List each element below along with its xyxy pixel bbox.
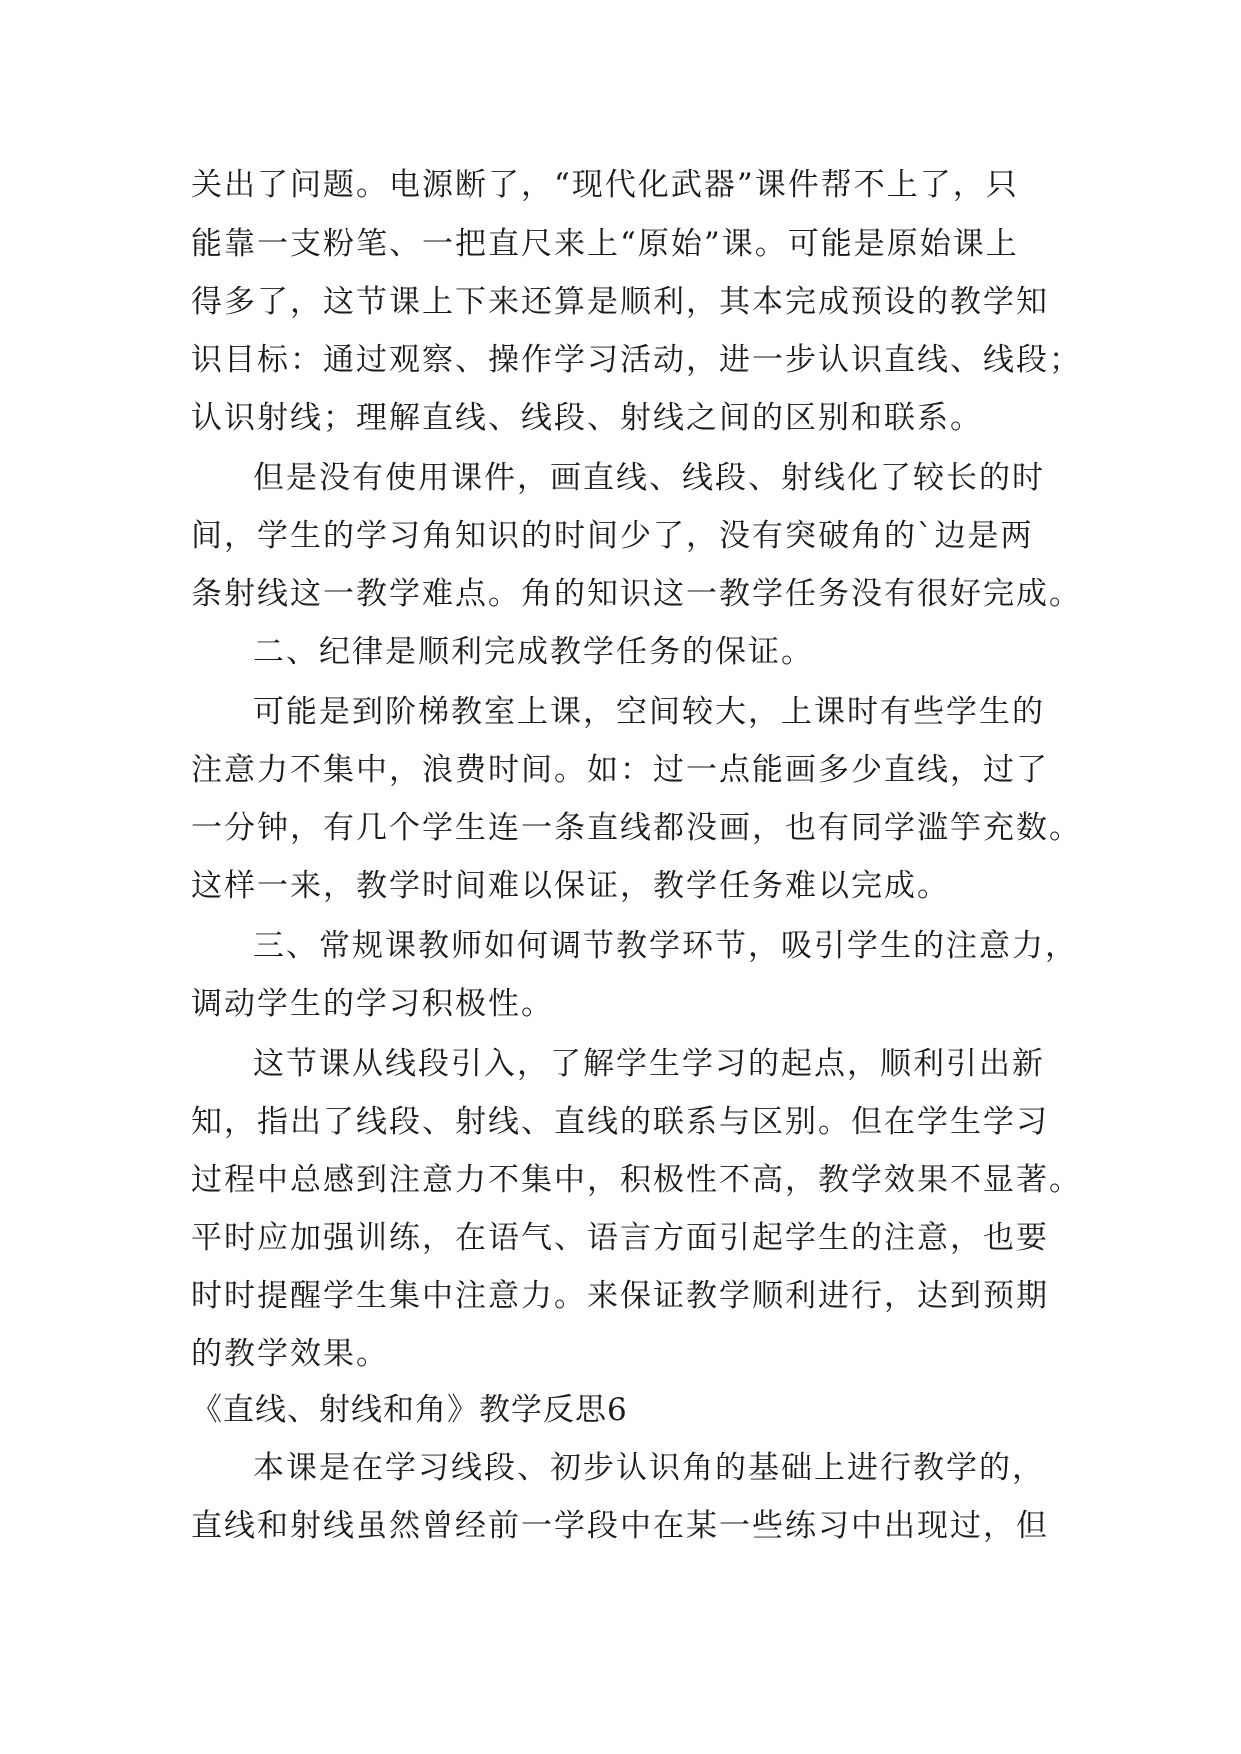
- text-line: 注意力不集中，浪费时间。如：过一点能画多少直线，过了: [191, 752, 1049, 788]
- text-line: 这节课从线段引入，了解学生学习的起点，顺利引出新: [253, 1046, 1045, 1082]
- text-line: 一分钟，有几个学生连一条直线都没画，也有同学滥竽充数。: [191, 810, 1082, 846]
- text-line: 认识射线；理解直线、线段、射线之间的区别和联系。: [191, 400, 983, 436]
- text-line: 识目标：通过观察、操作学习活动，进一步认识直线、线段；: [191, 342, 1082, 378]
- section-heading-cont: 调动学生的学习积极性。: [191, 986, 554, 1022]
- document-page: [191, 0, 1082, 1754]
- text-line: 的教学效果。: [191, 1336, 389, 1372]
- text-line: 关出了问题。电源断了，“现代化武器”课件帮不上了，只: [191, 167, 1019, 203]
- text-line: 本课是在学习线段、初步认识角的基础上进行教学的，: [253, 1450, 1045, 1486]
- text-line: 间，学生的学习角知识的时间少了，没有突破角的`边是两: [191, 518, 1034, 554]
- text-line: 得多了，这节课上下来还算是顺利，其本完成预设的教学知: [191, 284, 1049, 320]
- text-line: 平时应加强训练，在语气、语言方面引起学生的注意，也要: [191, 1220, 1049, 1256]
- section-heading: 三、常规课教师如何调节教学环节，吸引学生的注意力，: [253, 928, 1078, 964]
- section-heading: 二、纪律是顺利完成教学任务的保证。: [253, 634, 814, 670]
- text-line: 过程中总感到注意力不集中，积极性不高，教学效果不显著。: [191, 1162, 1082, 1198]
- text-line: 能靠一支粉笔、一把直尺来上“原始”课。可能是原始课上: [191, 226, 1019, 262]
- text-line: 可能是到阶梯教室上课，空间较大，上课时有些学生的: [253, 694, 1045, 730]
- text-line: 直线和射线虽然曾经前一学段中在某一些练习中出现过，但: [191, 1508, 1049, 1544]
- text-line: 但是没有使用课件，画直线、线段、射线化了较长的时: [253, 460, 1045, 496]
- text-line: 知，指出了线段、射线、直线的联系与区别。但在学生学习: [191, 1104, 1049, 1140]
- text-line: 这样一来，教学时间难以保证，教学任务难以完成。: [191, 868, 950, 904]
- text-line: 条射线这一教学难点。角的知识这一教学任务没有很好完成。: [191, 576, 1082, 612]
- article-title: 《直线、射线和角》教学反思6: [191, 1392, 628, 1428]
- text-line: 时时提醒学生集中注意力。来保证教学顺利进行，达到预期: [191, 1278, 1049, 1314]
